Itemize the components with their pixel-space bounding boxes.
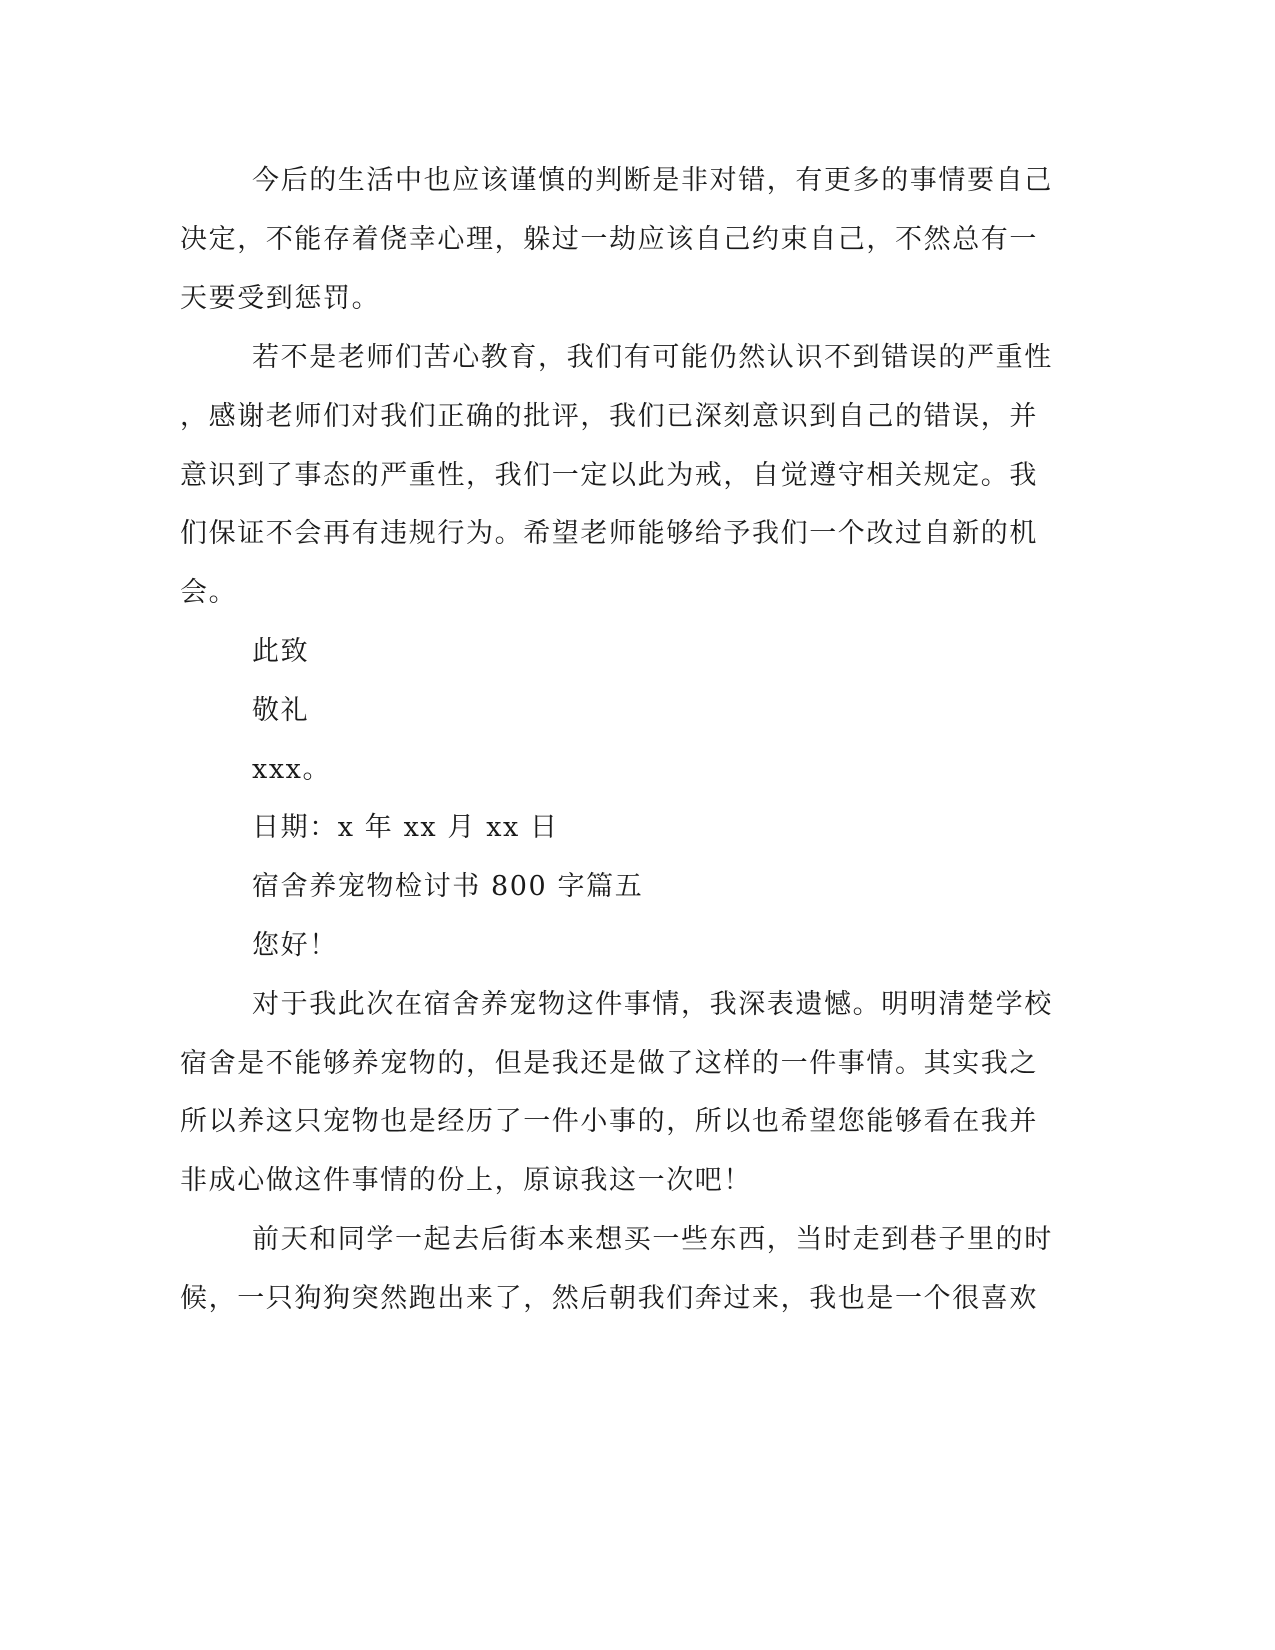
text-line: 们保证不会再有违规行为。希望老师能够给予我们一个改过自新的机	[180, 518, 1038, 549]
text-line: 今后的生活中也应该谨慎的判断是非对错，有更多的事情要自己	[252, 165, 1053, 196]
text-line: 会。	[180, 577, 238, 608]
section-title: 宿舍养宠物检讨书 800 字篇五	[252, 871, 644, 902]
closing-salutation: 此致	[252, 636, 310, 667]
text-line: 候，一只狗狗突然跑出来了，然后朝我们奔过来，我也是一个很喜欢	[180, 1283, 1038, 1314]
signature: xxx。	[252, 754, 332, 785]
date-line: 日期：x 年 xx 月 xx 日	[252, 812, 559, 843]
text-line: 宿舍是不能够养宠物的，但是我还是做了这样的一件事情。其实我之	[180, 1048, 1038, 1079]
text-line: 决定，不能存着侥幸心理，躲过一劫应该自己约束自己，不然总有一	[180, 224, 1038, 255]
text-line: 意识到了事态的严重性，我们一定以此为戒，自觉遵守相关规定。我	[180, 460, 1038, 491]
text-line: 对于我此次在宿舍养宠物这件事情，我深表遗憾。明明清楚学校	[252, 989, 1053, 1020]
text-line: 天要受到惩罚。	[180, 283, 381, 314]
text-line: 前天和同学一起去后街本来想买一些东西，当时走到巷子里的时	[252, 1224, 1053, 1255]
closing-regards: 敬礼	[252, 695, 310, 726]
text-line: 非成心做这件事情的份上，原谅我这一次吧！	[180, 1165, 752, 1196]
greeting: 您好！	[252, 930, 338, 961]
text-line: 若不是老师们苦心教育，我们有可能仍然认识不到错误的严重性	[252, 342, 1053, 373]
text-line: ，感谢老师们对我们正确的批评，我们已深刻意识到自己的错误，并	[180, 401, 1038, 432]
text-line: 所以养这只宠物也是经历了一件小事的，所以也希望您能够看在我并	[180, 1106, 1038, 1137]
